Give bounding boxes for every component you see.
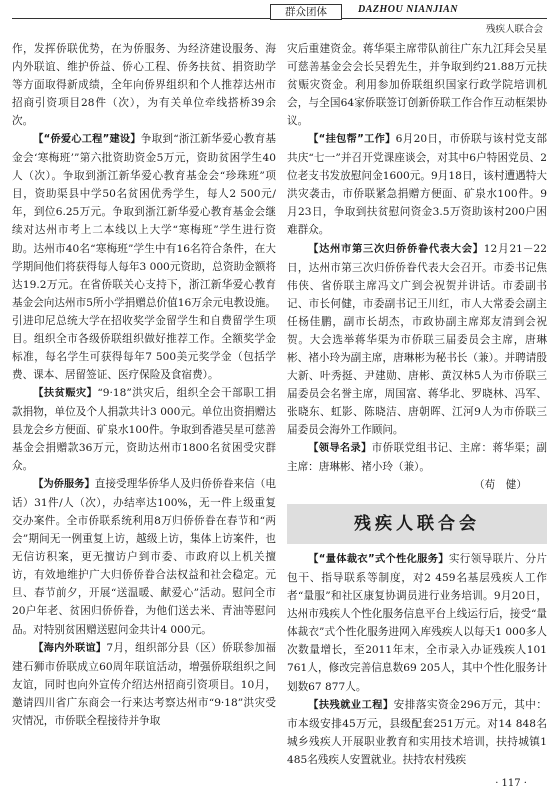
paragraph-heading: 【“挂包帮”工作】 xyxy=(308,134,396,146)
paragraph-text: 争取到“浙江新华爱心教育基金会‘寒梅班’”第六批资助资金5万元，资助贫困学生40人（次）。争取到浙江新华爱心教育基金会“珍珠班”项目，资助渠县中学50名贫困优秀学生，每人2 500元/年，到位6.25万元。争取到浙江新华爱心教育基金会继续对达州市考上二本线以上大学“寒梅班”学生进行资助。达州市40名“寒梅班”学生中有16名符合条件，在大学期间他们将获得每人每年3 000元资助，总资助金额将达19.2万元。在省侨联关心支持下，浙江新华爱心教育基金会向达州市5所小学捐赠总价值16万余元电教设施。引进印尼总统大学在招收奖学金留学生和自费留学生项目。组织全市各级侨联组织做好推荐工作。全额奖学金标准，每名学生可获得每年7 500美元奖学金（包括学费、课本、居留签证、医疗保险及食宿费）。 xyxy=(12,133,276,381)
magazine-title: DAZHOU NIANJIAN xyxy=(358,4,459,15)
page-number: · 117 · xyxy=(495,778,527,789)
paragraph xyxy=(287,696,547,769)
paragraph-heading: 【“量体裁衣”式个性化服务】 xyxy=(308,554,449,566)
paragraph xyxy=(12,475,276,638)
paragraph-text: 直接受理华侨华人及归侨侨眷来信（电话）31件/人（次），办结率达100%，无一件上级重复交办案件。全市侨联系统利用8万归侨侨眷在春节和“两会”期间无一例重复上访，越级上访，集体上访案件，也无信访积案，更无擅访户到市委、市政府以上机关擅访，有效地维护广大归侨侨眷合法权益和社会稳定。元旦、春节前夕，开展“送温暖、献爱心”活动。慰问全市20户年老、贫困归侨侨眷，为他们送去米、青油等慰问品。对特别贫困赠送慰问金共计4 000元。 xyxy=(12,478,277,636)
paragraph xyxy=(287,240,547,440)
paragraph-text: 市侨联党组书记、主席：蒋华渠；副主席：唐琳彬、褚小玲（兼）。 xyxy=(287,442,548,474)
paragraph-heading: 【“侨爱心工程”建设】 xyxy=(33,134,141,146)
paragraph xyxy=(12,384,276,475)
section-tab: 群众团体 xyxy=(270,4,342,20)
paragraph-text: 安排落实资金296万元，其中：市本级安排45万元，县级配套251万元。对14 848名城乡残疾人开展职业教育和实用技术培训，扶持城镇1 485名残疾人安置就业。扶持农村残疾 xyxy=(287,698,547,766)
paragraph-text: （苟 健） xyxy=(474,479,527,492)
paragraph-text: 实行领导联片、分片包干、指导联系等制度，对2 459名基层残疾人工作者“量服”和社区康复协调员进行业务培训。9月20日，达州市残疾人个性化服务信息平台上线运行后，接受“量体裁衣”式个性化服务进网入库残疾人以每天1 000多人次数量增长，至2011年末，全市录入办证残疾人101 761人，修改完善信息数69 205人，其中个性化服务计划数67 877人。 xyxy=(287,553,548,693)
paragraph xyxy=(287,130,547,239)
paragraph-text: 12月21－22日，达州市第三次归侨侨眷代表大会召开。市委书记焦伟侠、省侨联主席冯文广到会祝贺并讲话。市委副书记、市长何健，市委副书记王川红，市人大常委会副主任杨佳鹏，副市长胡杰，市政协副主席郑友清到会祝贺。大会选举蒋华渠为市侨联三届委员会主席，唐琳彬、褚小玲为副主席，唐琳彬为秘书长（兼）。并聘请殷大新、叶秀挺、尹建勋、唐彬、黄汉林5人为市侨联三届委员会名誉主席，周国富、蒋华北、罗晓林、冯军、张晓东、虹影、陈晓洁、唐朝晖、江河9人为市侨联三届委员会海外工作顾问。 xyxy=(287,242,547,436)
section-title: 残疾人联合会 xyxy=(287,504,547,544)
paragraph xyxy=(12,130,276,384)
paragraph xyxy=(287,439,547,476)
paragraph-heading: 【达州市第三次归侨侨眷代表大会】 xyxy=(308,243,484,255)
paragraph-heading: 【扶残就业工程】 xyxy=(308,699,394,711)
header-subtitle: 残疾人联合会 xyxy=(485,24,543,35)
paragraph-text: 灾后重建资金。蒋华渠主席带队前往广东九江拜会吴星可慈善基金会会长吴碧先生，并争取到约21.88万元扶贫赈灾资金。利用参加侨联组织国家行政学院培训机会，与全国64家侨联签订创新侨联工作合作互动框架协议。 xyxy=(287,43,547,128)
paragraph-text: 6月20日，市侨联与该村党支部共庆“七一”并召开党课座谈会，对其中6户特困党员、2位老支书发放慰问金1600元。9月18日，该村遭遇特大洪灾袭击，市侨联紧急捐赠方便面、矿泉水100件。9月23日，争取到扶贫慰问资金3.5万资助该村200户困难群众。 xyxy=(287,133,547,237)
left-column xyxy=(12,40,276,730)
paragraph-heading: 【海内外联谊】 xyxy=(33,642,107,654)
paragraph-text: 7月，组织部分县（区）侨联参加福建石狮市侨联成立60周年联谊活动，增强侨联组织之间友谊，同时也向外宣传介绍达州招商引资项目。10月，邀请四川省广东商会一行来达考察达州市“9·18”洪灾受灾情况，市侨联全程接待并争取 xyxy=(12,641,276,727)
paragraph-heading: 【领导名录】 xyxy=(308,443,372,455)
paragraph xyxy=(287,550,547,695)
page-header xyxy=(0,0,557,36)
paragraph-heading: 【扶贫赈灾】 xyxy=(33,387,98,399)
paragraph-text: 作，发挥侨联优势，在为侨服务、为经济建设服务、海内外联谊、维护侨益、侨心工程、侨务扶贫、捐资助学等方面取得新成绩，全年向侨界组织和个人推荐达州市招商引资项目28件（次），为有关单位牵线搭桥39余次。 xyxy=(12,43,276,128)
paragraph xyxy=(12,639,276,730)
paragraph xyxy=(287,476,547,494)
paragraph xyxy=(287,40,547,130)
paragraph-heading: 【为侨服务】 xyxy=(33,479,95,491)
right-column-top xyxy=(287,40,547,494)
right-column xyxy=(287,40,547,769)
paragraph-text: “9·18”洪灾后，组织全会干部职工捐款捐物，单位及个人捐款共计3 000元。单位出资捐赠达县龙会乡方便面、矿泉水100件。争取到香港吴星可慈善基金会捐赠款36万元，资助达州市1800名贫困受灾群众。 xyxy=(12,386,276,473)
paragraph xyxy=(12,40,276,130)
right-column-bottom xyxy=(287,550,547,769)
